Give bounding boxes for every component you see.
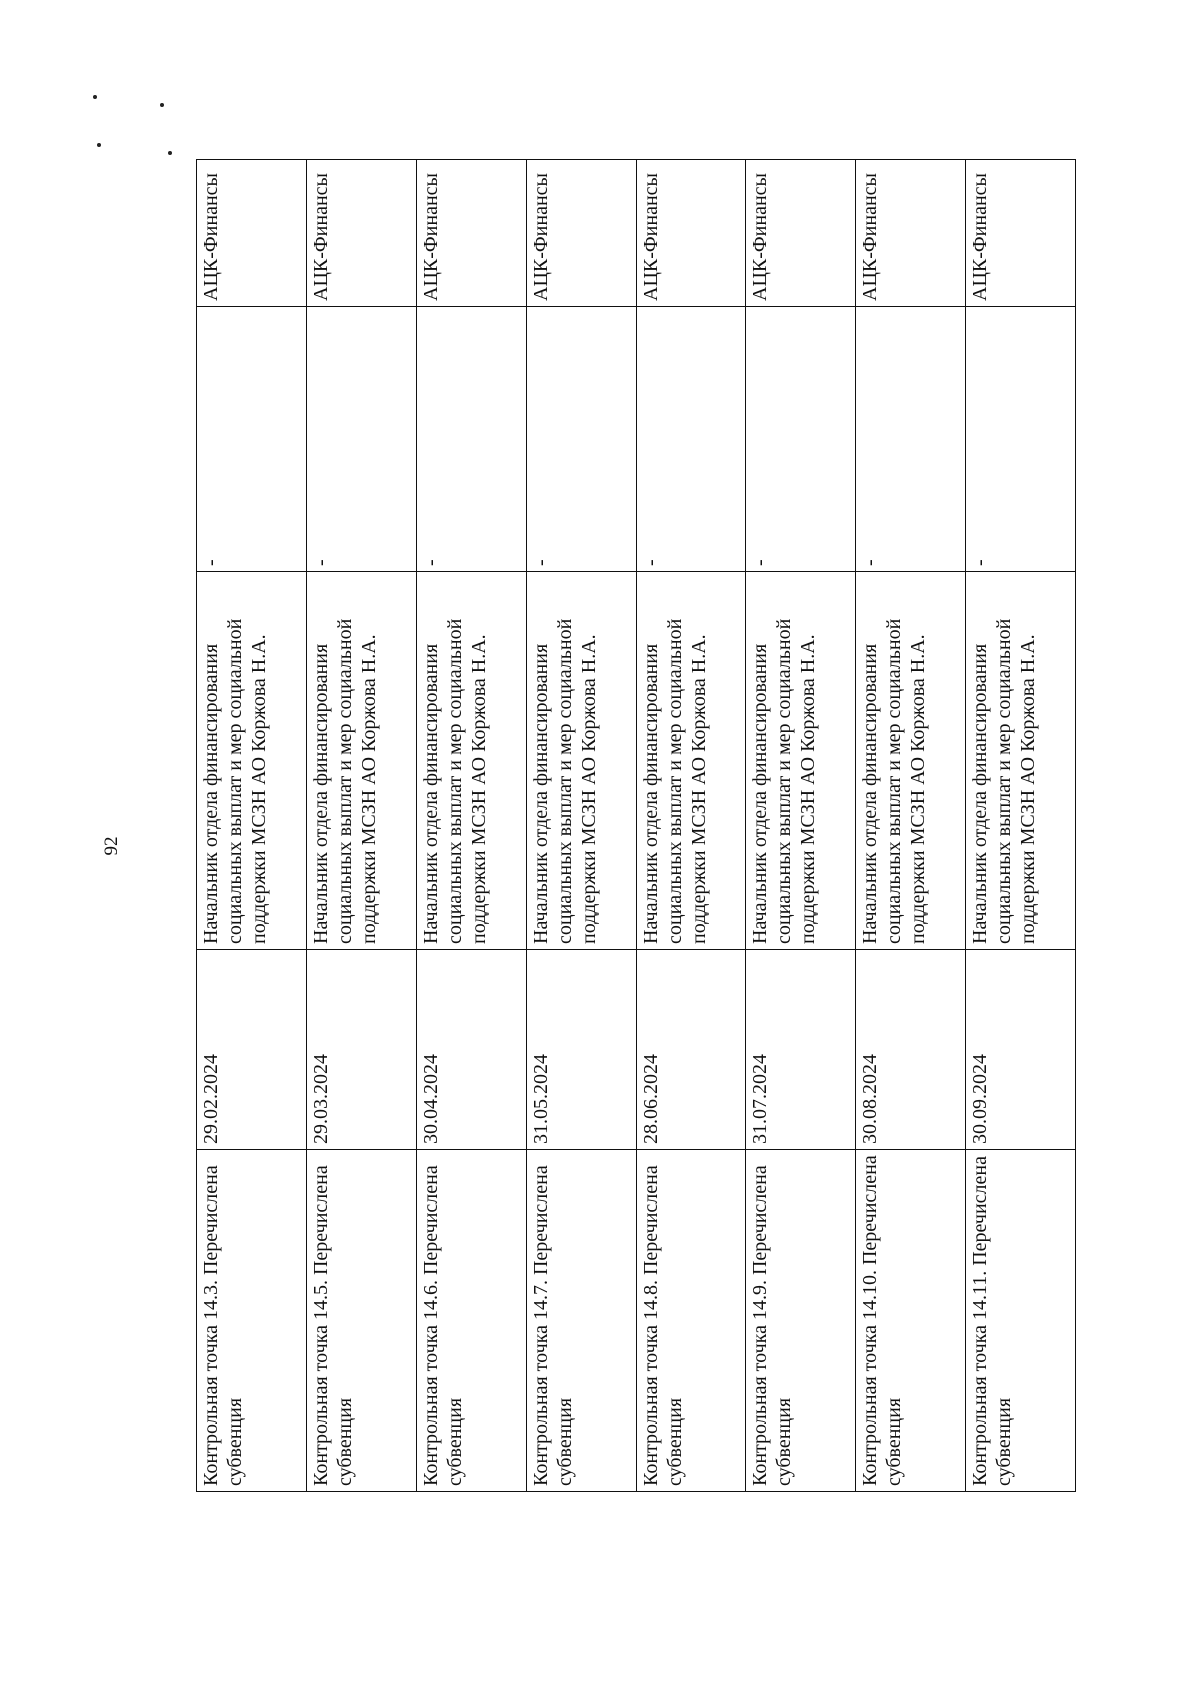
responsible-person: Начальник отдела финансирования социальных выплат и мер социальной поддержки МСЗН АО Коржова Н.А. xyxy=(197,572,307,950)
control-point-name: Контрольная точка 14.10. Перечислена субвенция xyxy=(856,1150,966,1492)
table-row xyxy=(966,160,1076,1492)
table-row xyxy=(416,160,526,1492)
control-point-name: Контрольная точка 14.5. Перечислена субвенция xyxy=(306,1150,416,1492)
responsible-person: Начальник отдела финансирования социальных выплат и мер социальной поддержки МСЗН АО Коржова Н.А. xyxy=(306,572,416,950)
scan-speck xyxy=(160,103,164,107)
control-point-name: Контрольная точка 14.9. Перечислена субвенция xyxy=(746,1150,856,1492)
responsible-person: Начальник отдела финансирования социальных выплат и мер социальной поддержки МСЗН АО Коржова Н.А. xyxy=(966,572,1076,950)
control-points-table-wrapper xyxy=(196,160,1076,1492)
document-cell: - xyxy=(306,307,416,572)
document-cell: - xyxy=(636,307,746,572)
control-point-date: 30.04.2024 xyxy=(416,950,526,1150)
table-row xyxy=(636,160,746,1492)
page-number: 92 xyxy=(101,836,122,856)
document-cell: - xyxy=(856,307,966,572)
control-point-name: Контрольная точка 14.7. Перечислена субвенция xyxy=(526,1150,636,1492)
information-system: АЦК-Финансы xyxy=(746,160,856,307)
table-row xyxy=(197,160,307,1492)
scan-speck xyxy=(168,151,172,155)
control-point-date: 30.09.2024 xyxy=(966,950,1076,1150)
control-point-date: 31.05.2024 xyxy=(526,950,636,1150)
responsible-person: Начальник отдела финансирования социальных выплат и мер социальной поддержки МСЗН АО Коржова Н.А. xyxy=(746,572,856,950)
document-cell: - xyxy=(416,307,526,572)
control-point-date: 28.06.2024 xyxy=(636,950,746,1150)
scan-speck xyxy=(97,143,101,147)
control-point-name: Контрольная точка 14.6. Перечислена субвенция xyxy=(416,1150,526,1492)
information-system: АЦК-Финансы xyxy=(416,160,526,307)
responsible-person: Начальник отдела финансирования социальных выплат и мер социальной поддержки МСЗН АО Коржова Н.А. xyxy=(416,572,526,950)
document-cell: - xyxy=(746,307,856,572)
scan-speck xyxy=(93,95,97,99)
responsible-person: Начальник отдела финансирования социальных выплат и мер социальной поддержки МСЗН АО Коржова Н.А. xyxy=(636,572,746,950)
table-row xyxy=(746,160,856,1492)
information-system: АЦК-Финансы xyxy=(636,160,746,307)
information-system: АЦК-Финансы xyxy=(526,160,636,307)
responsible-person: Начальник отдела финансирования социальных выплат и мер социальной поддержки МСЗН АО Коржова Н.А. xyxy=(526,572,636,950)
control-point-date: 29.02.2024 xyxy=(197,950,307,1150)
control-points-table xyxy=(196,159,1076,1492)
table-row xyxy=(526,160,636,1492)
control-point-name: Контрольная точка 14.8. Перечислена субвенция xyxy=(636,1150,746,1492)
table-row xyxy=(856,160,966,1492)
responsible-person: Начальник отдела финансирования социальных выплат и мер социальной поддержки МСЗН АО Коржова Н.А. xyxy=(856,572,966,950)
information-system: АЦК-Финансы xyxy=(197,160,307,307)
information-system: АЦК-Финансы xyxy=(966,160,1076,307)
document-cell: - xyxy=(526,307,636,572)
document-cell: - xyxy=(966,307,1076,572)
information-system: АЦК-Финансы xyxy=(306,160,416,307)
control-point-date: 29.03.2024 xyxy=(306,950,416,1150)
control-point-date: 30.08.2024 xyxy=(856,950,966,1150)
document-cell: - xyxy=(197,307,307,572)
control-point-name: Контрольная точка 14.11. Перечислена субвенция xyxy=(966,1150,1076,1492)
table-row xyxy=(306,160,416,1492)
control-point-date: 31.07.2024 xyxy=(746,950,856,1150)
control-point-name: Контрольная точка 14.3. Перечислена субвенция xyxy=(197,1150,307,1492)
information-system: АЦК-Финансы xyxy=(856,160,966,307)
